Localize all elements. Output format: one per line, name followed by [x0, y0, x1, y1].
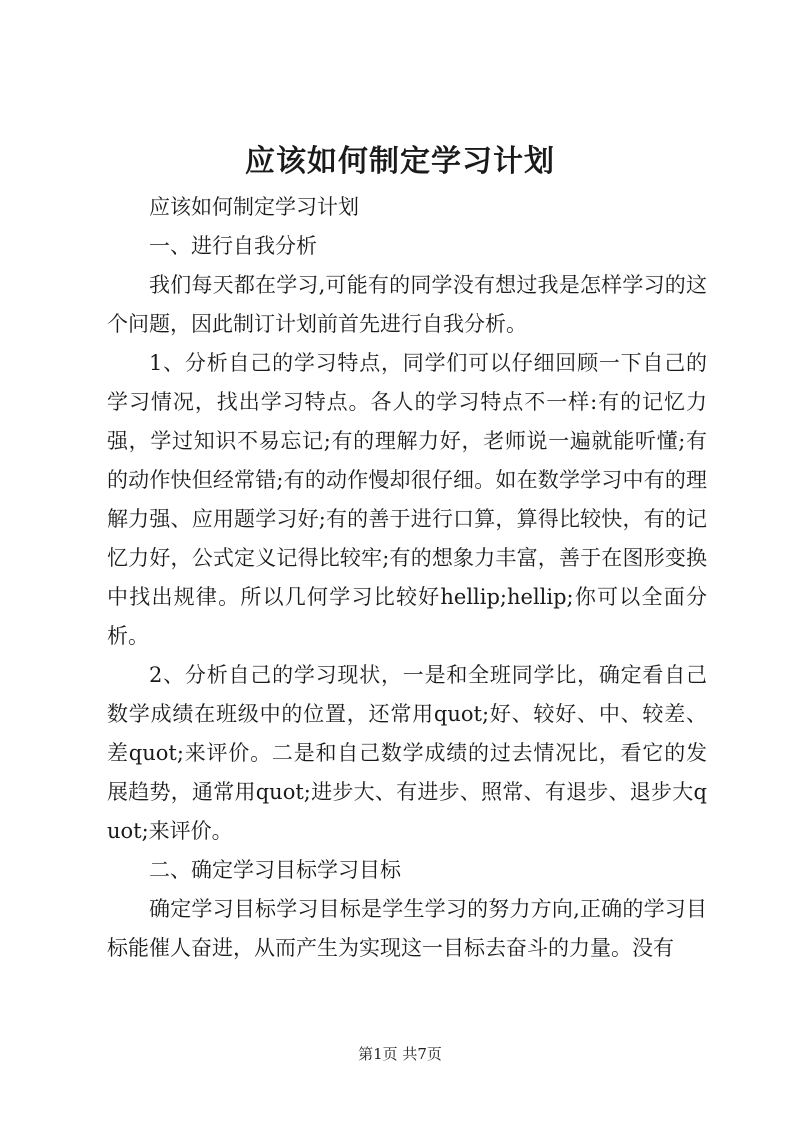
paragraph-section-heading-2: 二、确定学习目标学习目标 — [149, 858, 401, 882]
document-title: 应该如何制定学习计划 — [245, 144, 555, 179]
paragraph-goals: 确定学习目标学习目标是学生学习的努力方向,正确的学习目标能催人奋进，从而产生为实现这一目标去奋斗的力量。没有 — [107, 897, 707, 960]
page-footer: 第1页 共7页 — [358, 1045, 442, 1063]
paragraph-intro: 我们每天都在学习,可能有的同学没有想过我是怎样学习的这个问题，因此制订计划前首先进行自我分析。 — [107, 273, 707, 336]
document-body — [107, 188, 707, 968]
paragraph-section-heading-1: 一、进行自我分析 — [149, 234, 317, 258]
paragraph-learning-traits: 1、分析自己的学习特点，同学们可以仔细回顾一下自己的学习情况，找出学习特点。各人的学习特点不一样:有的记忆力强，学过知识不易忘记;有的理解力好，老师说一遍就能听懂;有的动作快但经常错;有的动作慢却很仔细。如在数学学习中有的理解力强、应用题学习好;有的善于进行口算，算得比较快，有的记忆力好，公式定义记得比较牢;有的想象力丰富，善于在图形变换中找出规律。所以几何学习比较好hellip;hellip;你可以全面分析。 — [107, 351, 707, 648]
paragraph-learning-status: 2、分析自己的学习现状，一是和全班同学比，确定看自己数学成绩在班级中的位置，还常用quot;好、较好、中、较差、差quot;来评价。二是和自己数学成绩的过去情况比，看它的发展趋势，通常用quot;进步大、有进步、照常、有退步、退步大quot;来评价。 — [107, 663, 707, 843]
paragraph-subtitle: 应该如何制定学习计划 — [149, 195, 359, 219]
